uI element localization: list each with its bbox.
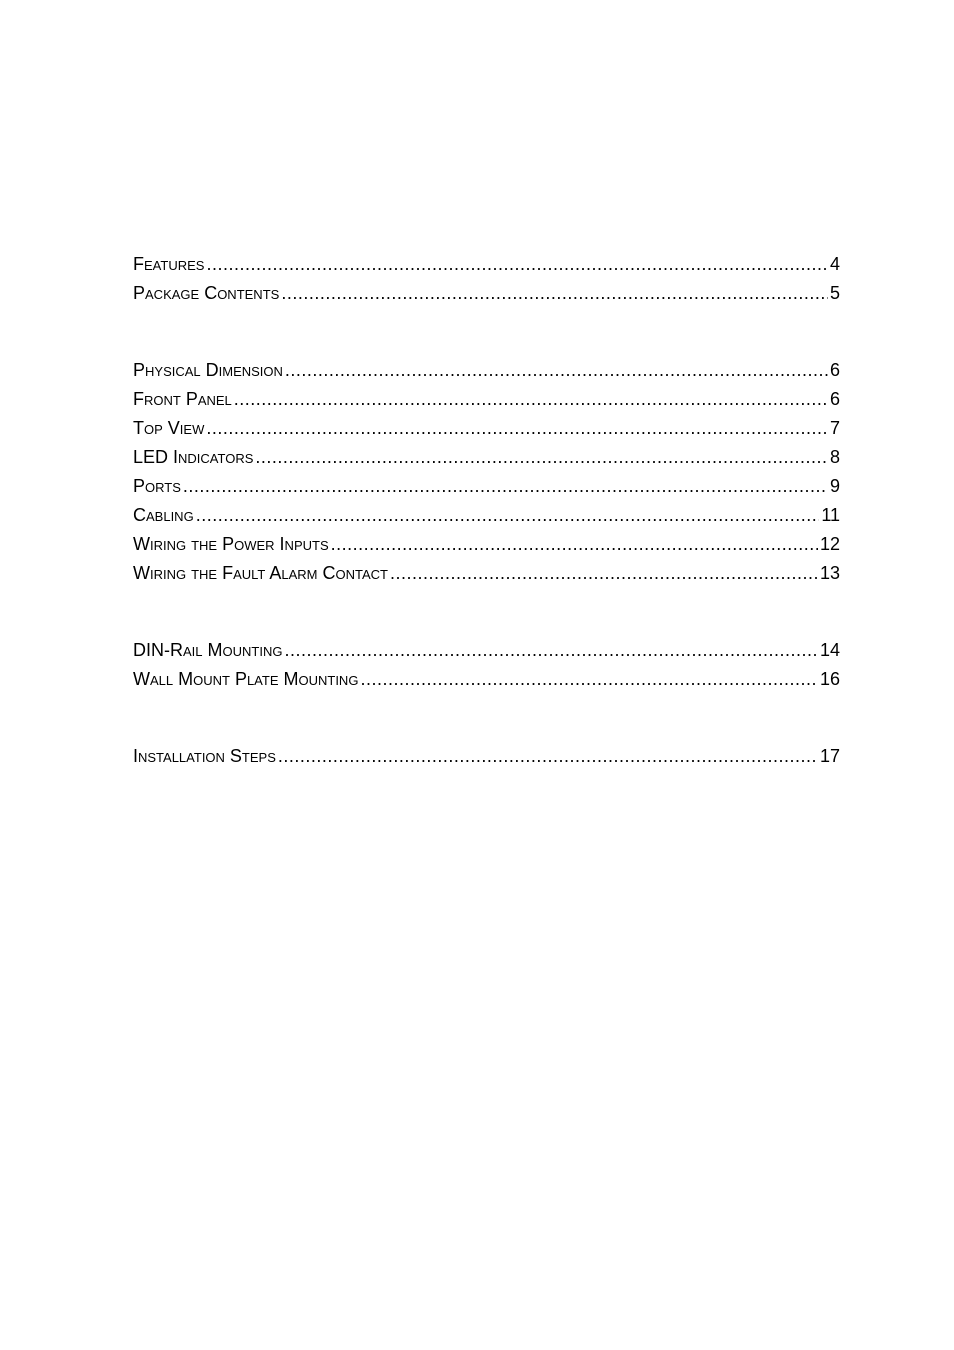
toc-entry-page: 4 [829, 254, 840, 274]
toc-leader-dots [206, 414, 828, 443]
toc-entry-page: 5 [829, 283, 840, 303]
toc-entry-page: 7 [829, 418, 840, 438]
table-of-contents [133, 250, 840, 771]
toc-leader-dots [281, 279, 828, 308]
toc-leader-dots [360, 665, 818, 694]
toc-leader-dots [255, 443, 828, 472]
toc-entry-page: 11 [821, 505, 840, 525]
toc-leader-dots [206, 250, 828, 279]
toc-entry-title: Front Panel [133, 389, 232, 409]
toc-entry-cabling[interactable] [133, 501, 840, 530]
toc-entry-page: 17 [819, 746, 840, 766]
toc-entry-page: 8 [829, 447, 840, 467]
toc-entry-led-indicators[interactable] [133, 443, 840, 472]
toc-entry-page: 6 [829, 360, 840, 380]
toc-entry-title: Wiring the Power Inputs [133, 534, 329, 554]
toc-leader-dots [234, 385, 828, 414]
toc-leader-dots [278, 742, 818, 771]
toc-entry-top-view[interactable] [133, 414, 840, 443]
toc-group-mounting [133, 636, 840, 694]
toc-entry-ports[interactable] [133, 472, 840, 501]
toc-leader-dots [285, 356, 828, 385]
toc-entry-page: 13 [819, 563, 840, 583]
toc-entry-wiring-power-inputs[interactable] [133, 530, 840, 559]
toc-entry-title: Wall Mount Plate Mounting [133, 669, 359, 689]
toc-entry-din-rail-mounting[interactable] [133, 636, 840, 665]
toc-leader-dots [331, 530, 818, 559]
toc-entry-installation-steps[interactable] [133, 742, 840, 771]
toc-entry-title: DIN-Rail Mounting [133, 640, 283, 660]
toc-entry-title: LED Indicators [133, 447, 254, 467]
toc-entry-title: Features [133, 254, 205, 274]
toc-entry-package-contents[interactable] [133, 279, 840, 308]
toc-group-introduction [133, 250, 840, 308]
toc-entry-title: Top View [133, 418, 205, 438]
toc-entry-wiring-fault-alarm[interactable] [133, 559, 840, 588]
toc-entry-title: Cabling [133, 505, 194, 525]
toc-entry-page: 12 [819, 534, 840, 554]
toc-entry-page: 14 [819, 640, 840, 660]
toc-entry-physical-dimension[interactable] [133, 356, 840, 385]
toc-group-installation [133, 742, 840, 771]
toc-leader-dots [196, 501, 820, 530]
toc-entry-page: 9 [829, 476, 840, 496]
toc-entry-page: 6 [829, 389, 840, 409]
toc-entry-features[interactable] [133, 250, 840, 279]
toc-entry-title: Ports [133, 476, 181, 496]
toc-entry-front-panel[interactable] [133, 385, 840, 414]
toc-entry-page: 16 [819, 669, 840, 689]
toc-entry-title: Physical Dimension [133, 360, 283, 380]
toc-entry-title: Installation Steps [133, 746, 276, 766]
toc-entry-wall-mount-plate[interactable] [133, 665, 840, 694]
toc-entry-title: Wiring the Fault Alarm Contact [133, 563, 388, 583]
toc-leader-dots [183, 472, 828, 501]
toc-group-hardware [133, 356, 840, 588]
toc-entry-title: Package Contents [133, 283, 280, 303]
toc-leader-dots [390, 559, 818, 588]
toc-leader-dots [284, 636, 818, 665]
